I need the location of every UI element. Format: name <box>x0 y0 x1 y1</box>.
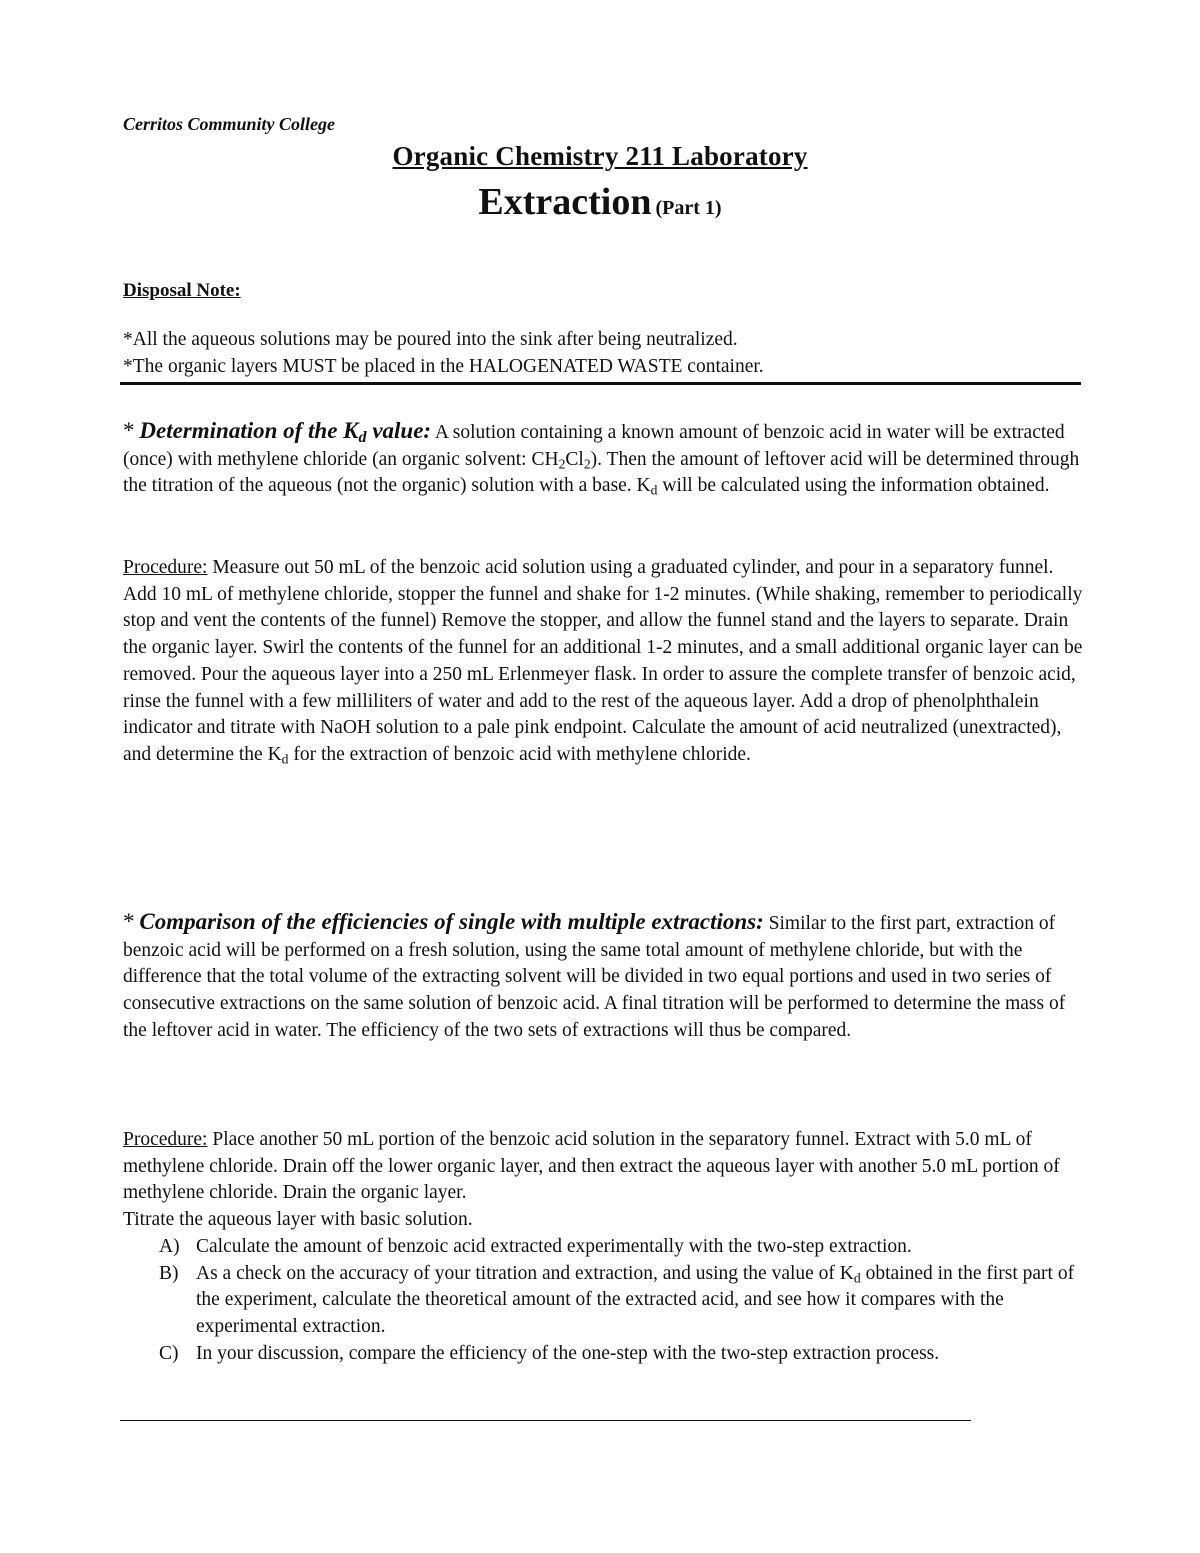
section-bullet: * <box>123 909 135 934</box>
list-marker: B) <box>159 1262 179 1284</box>
comparison-section-heading: Comparison of the efficiencies of single with multiple extractions: <box>139 909 764 934</box>
kd-section <box>123 418 1083 500</box>
section-bullet: * <box>123 418 135 443</box>
procedure-1-text: Measure out 50 mL of the benzoic acid solution using a graduated cylinder, and pour in a separatory funnel. Add 10 mL of methylene chloride, stopper the funnel and shake for 1-2 minutes. (While shaking, remember to periodically stop and vent the contents of the funnel) Remove the stopper, and allow the funnel stand and the layers to separate. Drain the organic layer. Swirl the contents of the funnel for an additional 1-2 minutes, and a small additional organic layer can be removed. Pour the aqueous layer into a 250 mL Erlenmeyer flask. In order to assure the complete transfer of benzoic acid, rinse the funnel with a few milliliters of water and add to the rest of the aqueous layer. Add a drop of phenolphthalein indicator and titrate with NaOH solution to a pale pink endpoint. Calculate the amount of acid neutralized (unextracted), and determine the $K_d$ for the extraction of benzoic acid with methylene chloride. <box>123 557 1083 767</box>
disposal-heading: Disposal Note: <box>123 280 241 301</box>
title-main: Extraction <box>478 181 652 223</box>
procedure-1 <box>123 555 1083 769</box>
list-marker: C) <box>159 1342 179 1364</box>
procedure-2 <box>123 1127 1083 1367</box>
course-title: Organic Chemistry 211 Laboratory <box>392 141 808 171</box>
disposal-note-1: *All the aqueous solutions may be poured into the sink after being neutralized. <box>123 329 738 350</box>
list-marker: A) <box>159 1235 180 1257</box>
title-part: (Part 1) <box>655 197 722 219</box>
procedure-2-text: Place another 50 mL portion of the benzoic acid solution in the separatory funnel. Extract with 5.0 mL of methylene chloride. Drain off the lower organic layer, and then extract the aqueous layer with another 5.0 mL portion of methylene chloride. Drain the organic layer. <box>123 1129 1060 1204</box>
comparison-section <box>123 909 1083 1045</box>
procedure-1-label: Procedure: <box>123 557 208 578</box>
list-item-text: In your discussion, compare the efficiency of the one-step with the two-step extraction process. <box>196 1342 940 1364</box>
list-item <box>123 1234 1083 1261</box>
list-item-text: Calculate the amount of benzoic acid extracted experimentally with the two-step extraction. <box>196 1235 912 1257</box>
list-item <box>123 1341 1083 1368</box>
page-title <box>0 180 1200 224</box>
disposal-note-2: *The organic layers MUST be placed in the HALOGENATED WASTE container. <box>123 355 764 377</box>
bottom-rule <box>120 1420 971 1421</box>
kd-section-heading: Determination of the $K_d$ value: <box>139 418 432 447</box>
disposal-notes <box>123 327 1083 380</box>
titrate-instruction: Titrate the aqueous layer with basic solution. <box>123 1209 473 1231</box>
college-name: Cerritos Community College <box>123 114 336 134</box>
list-item <box>123 1261 1083 1341</box>
list-item-text: As a check on the accuracy of your titration and extraction, and using the value of $K_d$ obtained in the first part of the experiment, calculate the theoretical amount of the extracted acid, and see how it compares with the experimental extraction. <box>196 1262 1075 1337</box>
procedure-2-label: Procedure: <box>123 1129 208 1150</box>
procedure-2-paragraph <box>123 1127 1083 1207</box>
section-divider <box>120 382 1081 385</box>
comparison-section-text: Similar to the first part, extraction of benzoic acid will be performed on a fresh solution, using the same total amount of methylene chloride, but with the difference that the total volume of the extracting solvent will be divided in two equal portions and used in two series of consecutive extractions on the same solution of benzoic acid. A final titration will be performed to determine the mass of the leftover acid in water. The efficiency of the two sets of extractions will thus be compared. <box>123 913 1066 1041</box>
kd-section-text: A solution containing a known amount of benzoic acid in water will be extracted (once) with methylene chloride (an organic solvent: $CH_2Cl_2$). Then the amount of leftover acid will be determined through the titration of the aqueous (not the organic) solution with a base. $K_d$ will be calculated using the information obtained. <box>123 422 1080 498</box>
question-list <box>123 1234 1083 1368</box>
